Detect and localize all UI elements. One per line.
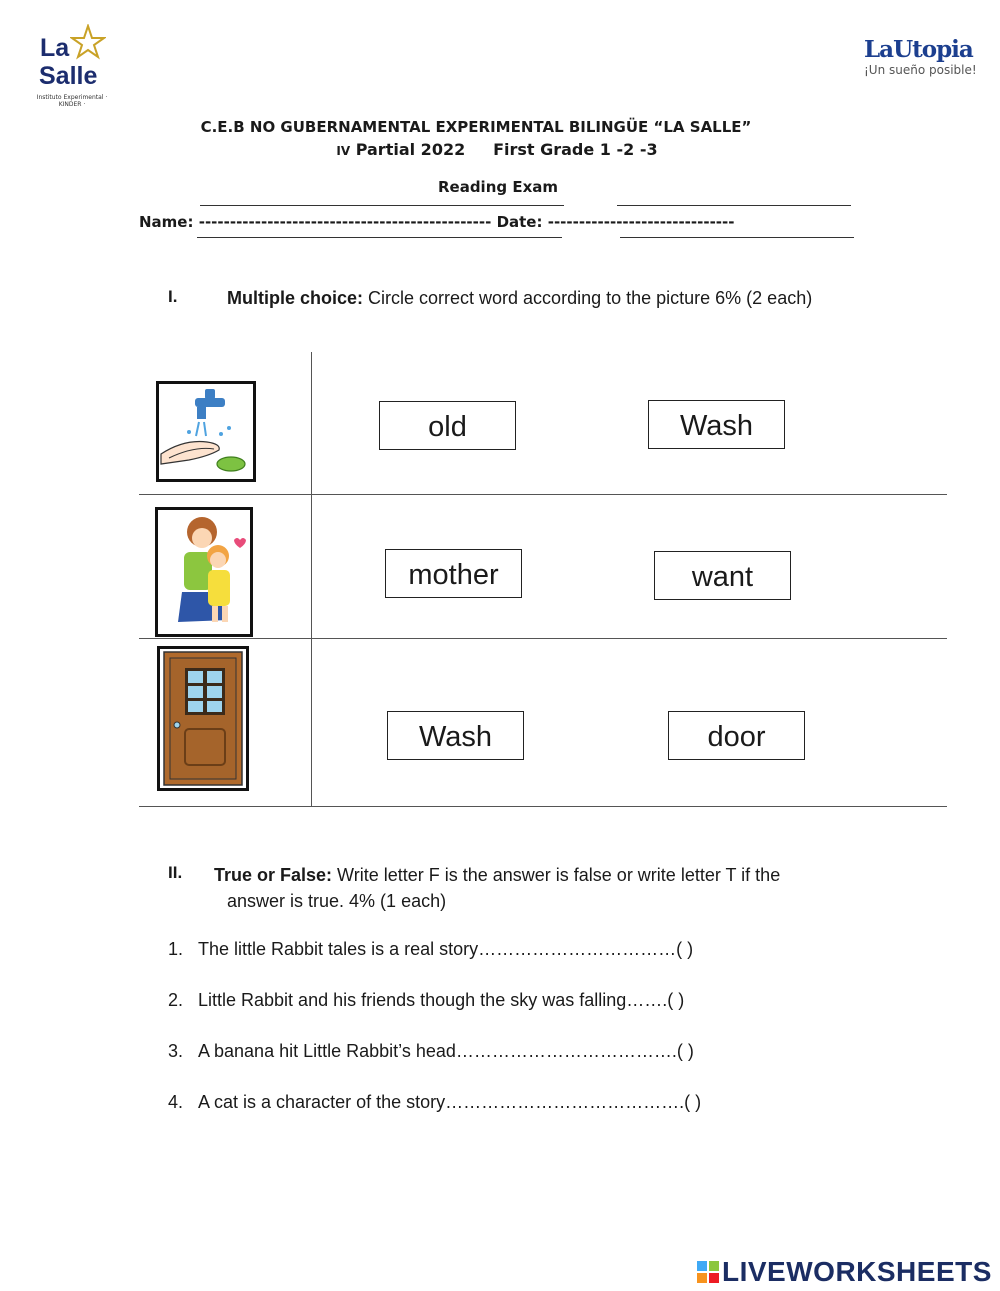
- list-item: [168, 990, 684, 1011]
- table-divider-vertical: [311, 352, 312, 806]
- exam-title: Reading Exam: [437, 178, 559, 196]
- item-number: 3.: [168, 1041, 184, 1061]
- name-date-row: [139, 213, 735, 231]
- school-name: C.E.B NO GUBERNAMENTAL EXPERIMENTAL BILINGÜE “LA SALLE”: [200, 118, 752, 136]
- name-field[interactable]: -----------------------------------------------: [198, 213, 492, 231]
- la-utopia-logo: [862, 36, 982, 80]
- item-number: 4.: [168, 1092, 184, 1112]
- underline-date: [620, 237, 854, 238]
- item-text[interactable]: A banana hit Little Rabbit’s head……………………………….( ): [198, 1041, 694, 1061]
- mother-hugging-child-picture: [155, 507, 253, 637]
- section1-title: Multiple choice:: [227, 288, 364, 308]
- section1-number: I.: [168, 287, 178, 306]
- liveworksheets-brand[interactable]: [697, 1256, 992, 1288]
- date-label: Date:: [496, 213, 543, 231]
- section2-number: II.: [168, 863, 183, 882]
- word-option[interactable]: Wash: [387, 711, 524, 760]
- section2-line1: Write letter F is the answer is false or write letter T if the: [332, 865, 781, 885]
- table-divider-bottom: [139, 806, 947, 807]
- word-option[interactable]: door: [668, 711, 805, 760]
- list-item: [168, 1092, 701, 1113]
- item-number: 1.: [168, 939, 184, 959]
- item-text[interactable]: Little Rabbit and his friends though the sky was falling…….( ): [198, 990, 685, 1010]
- brand-text: LIVEWORKSHEETS: [722, 1256, 992, 1287]
- door-picture: [157, 646, 249, 791]
- section1-instructions: [227, 286, 877, 311]
- star-icon: [70, 24, 106, 60]
- section2-line2: answer is true. 4% (1 each): [227, 891, 447, 911]
- underline-name: [197, 237, 562, 238]
- item-text[interactable]: The little Rabbit tales is a real story……………………………( ): [198, 939, 694, 959]
- list-item: [168, 1041, 694, 1062]
- underline-right: [617, 205, 851, 206]
- word-option[interactable]: mother: [385, 549, 522, 598]
- brand-blocks-icon: [697, 1261, 719, 1283]
- section1-text: Circle correct word according to the picture 6% (2 each): [363, 288, 813, 308]
- logo-right-name: LaUtopia: [864, 36, 973, 63]
- logo-left-bottom-text: Salle: [39, 62, 98, 90]
- logo-right-tagline: ¡Un sueño posible!: [864, 63, 977, 77]
- list-item: [168, 939, 693, 960]
- logo-left-top-text: La: [40, 34, 70, 62]
- item-text[interactable]: A cat is a character of the story………………………………….( ): [198, 1092, 702, 1112]
- name-label: Name:: [139, 213, 194, 231]
- word-option[interactable]: want: [654, 551, 791, 600]
- underline-title: [200, 205, 564, 206]
- word-option[interactable]: old: [379, 401, 516, 450]
- la-salle-logo: [36, 24, 112, 114]
- date-field[interactable]: ------------------------------: [547, 213, 735, 231]
- partial-line: [0, 140, 997, 159]
- section2-instructions: [214, 862, 914, 914]
- partial-prefix: IV: [336, 144, 351, 158]
- logo-left-subtitle: Instituto Experimental · KINDER ·: [36, 94, 108, 108]
- table-divider-row2: [139, 638, 947, 639]
- word-option[interactable]: Wash: [648, 400, 785, 449]
- partial-rest: Partial 2022 First Grade 1 -2 -3: [350, 140, 658, 159]
- item-number: 2.: [168, 990, 184, 1010]
- washing-hands-picture: [156, 381, 256, 482]
- section2-title: True or False:: [214, 865, 333, 885]
- table-divider-row1: [139, 494, 947, 495]
